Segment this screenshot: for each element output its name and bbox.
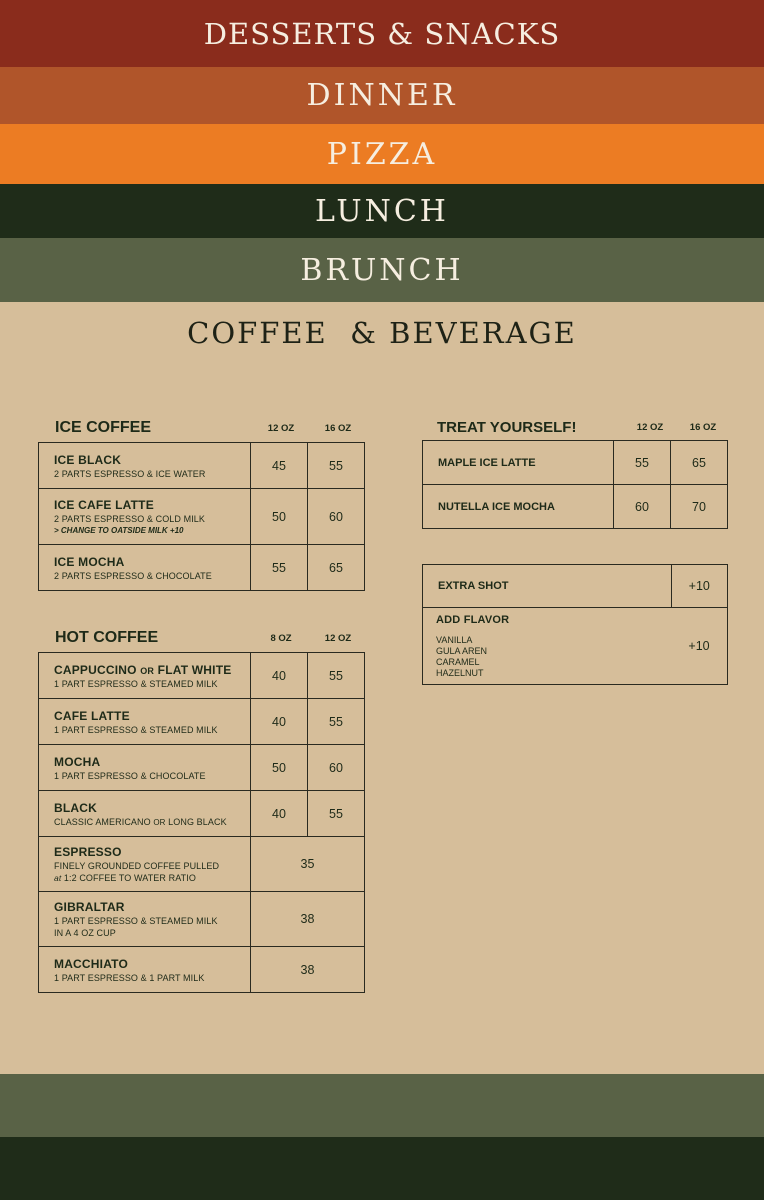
item-desc: 1 PART ESPRESSO & CHOCOLATE (54, 770, 206, 781)
menu-item (39, 489, 251, 545)
item-name: CAFE LATTE (54, 708, 130, 723)
item-name-a: CAPPUCCINO (54, 662, 137, 677)
item-desc: 2 PARTS ESPRESSO & ICE WATER (54, 468, 206, 479)
price-12oz: 45 (251, 443, 308, 489)
nav-brunch-label: BRUNCH (300, 252, 464, 288)
price-8oz: 40 (251, 699, 308, 745)
price-16oz: 55 (308, 443, 365, 489)
menu-item (39, 699, 251, 745)
hot-coffee-col2-header: 12 OZ (324, 633, 352, 644)
nav-desserts-snacks[interactable] (0, 0, 764, 67)
item-desc-or: OR (153, 817, 166, 827)
table-row (39, 745, 365, 791)
extra-shot-label: EXTRA SHOT (423, 565, 672, 608)
price-12oz: 55 (308, 653, 365, 699)
price-12oz: 55 (251, 545, 308, 591)
flavor-item: GULA AREN (436, 645, 488, 656)
price-16oz: 65 (308, 545, 365, 591)
item-desc-2: IN A 4 OZ CUP (54, 928, 116, 938)
item-desc-a: CLASSIC AMERICANO (54, 816, 151, 827)
page-title: COFFEE & BEVERAGE (187, 316, 577, 350)
price-single: 38 (251, 947, 365, 993)
ice-coffee-title: ICE COFFEE (55, 419, 152, 436)
ice-coffee-col2-header: 16 OZ (324, 423, 352, 434)
price-single: 38 (251, 892, 365, 947)
hot-coffee-col1-header: 8 OZ (270, 633, 292, 644)
nav-pizza-label: PIZZA (326, 136, 438, 172)
item-name: ICE MOCHA (54, 554, 125, 569)
price-12oz: 55 (308, 699, 365, 745)
table-row (39, 489, 365, 545)
add-flavor-price: +10 (671, 608, 728, 685)
item-desc: 1 PART ESPRESSO & STEAMED MILK (54, 916, 218, 926)
item-name: GIBRALTAR (54, 900, 125, 914)
table-row (39, 791, 365, 837)
nav-dinner[interactable] (0, 67, 764, 124)
add-flavor-label: ADD FLAVOR (436, 613, 510, 626)
table-row (39, 699, 365, 745)
table-row (39, 443, 365, 489)
item-desc-ratio: 1:2 COFFEE TO WATER RATIO (63, 873, 196, 883)
menu-item (39, 443, 251, 489)
item-desc: 2 PARTS ESPRESSO & CHOCOLATE (54, 570, 212, 581)
menu-item (39, 837, 251, 892)
nav-dinner-label: DINNER (306, 78, 458, 113)
price-8oz: 50 (251, 745, 308, 791)
price-16oz: 60 (308, 489, 365, 545)
price-single: 35 (251, 837, 365, 892)
item-name (54, 663, 250, 677)
add-flavor-cell (423, 608, 672, 685)
price-12oz: 50 (251, 489, 308, 545)
price-12oz: 55 (614, 441, 671, 485)
menu-item (39, 791, 251, 837)
nav-brunch[interactable] (0, 238, 764, 302)
treat-col1-header: 12 OZ (636, 422, 664, 433)
menu-item (39, 653, 251, 699)
price-8oz: 40 (251, 653, 308, 699)
item-desc: 1 PART ESPRESSO & STEAMED MILK (54, 678, 218, 689)
item-name: ESPRESSO (54, 845, 122, 859)
menu-item (39, 545, 251, 591)
item-name: MOCHA (54, 754, 101, 769)
item-desc: 1 PART ESPRESSO & STEAMED MILK (54, 724, 218, 735)
ice-coffee-col1-header: 12 OZ (267, 423, 295, 434)
flavor-item: HAZELNUT (436, 667, 484, 678)
nav-lunch-label: LUNCH (315, 193, 449, 229)
hot-coffee-table (38, 652, 365, 993)
table-row (423, 485, 728, 529)
item-desc (54, 817, 250, 827)
table-row (39, 545, 365, 591)
item-desc-at: at (54, 873, 62, 883)
flavor-item: CARAMEL (436, 656, 480, 667)
item-name-b: FLAT WHITE (157, 662, 232, 677)
nav-lunch[interactable] (0, 184, 764, 238)
table-row (39, 837, 365, 892)
item-name: NUTELLA ICE MOCHA (423, 485, 614, 529)
table-row (423, 608, 728, 685)
footer-band-dark (0, 1137, 764, 1200)
item-desc: FINELY GROUNDED COFFEE PULLED (54, 861, 220, 871)
table-row (39, 653, 365, 699)
item-desc-b: LONG BLACK (168, 816, 227, 827)
price-16oz: 65 (671, 441, 728, 485)
item-note: > CHANGE TO OATSIDE MILK +10 (54, 526, 184, 535)
menu-item (39, 947, 251, 993)
hot-coffee-title: HOT COFFEE (55, 629, 159, 646)
table-row (39, 892, 365, 947)
treat-yourself-title: TREAT YOURSELF! (437, 419, 577, 436)
item-name: MAPLE ICE LATTE (423, 441, 614, 485)
item-name: ICE BLACK (54, 452, 122, 467)
table-row (423, 441, 728, 485)
price-12oz: 60 (614, 485, 671, 529)
price-12oz: 60 (308, 745, 365, 791)
extra-shot-price: +10 (671, 565, 728, 608)
extras-table (422, 564, 728, 685)
menu-item (39, 745, 251, 791)
nav-desserts-label: DESSERTS & SNACKS (203, 16, 561, 51)
item-name: MACCHIATO (54, 956, 129, 971)
treat-yourself-table (422, 440, 728, 529)
item-desc-2 (54, 873, 250, 883)
menu-item (39, 892, 251, 947)
price-16oz: 70 (671, 485, 728, 529)
table-row (39, 947, 365, 993)
item-name: BLACK (54, 800, 97, 815)
treat-col2-header: 16 OZ (689, 422, 717, 433)
ice-coffee-table (38, 442, 365, 591)
item-desc: 1 PART ESPRESSO & 1 PART MILK (54, 972, 205, 983)
flavor-item: VANILLA (436, 634, 473, 645)
price-8oz: 40 (251, 791, 308, 837)
item-name-or: OR (140, 665, 155, 676)
footer-band-green (0, 1074, 764, 1137)
item-desc: 2 PARTS ESPRESSO & COLD MILK (54, 514, 206, 524)
price-12oz: 55 (308, 791, 365, 837)
item-name: ICE CAFE LATTE (54, 498, 154, 512)
nav-pizza[interactable] (0, 124, 764, 184)
table-row (423, 565, 728, 608)
